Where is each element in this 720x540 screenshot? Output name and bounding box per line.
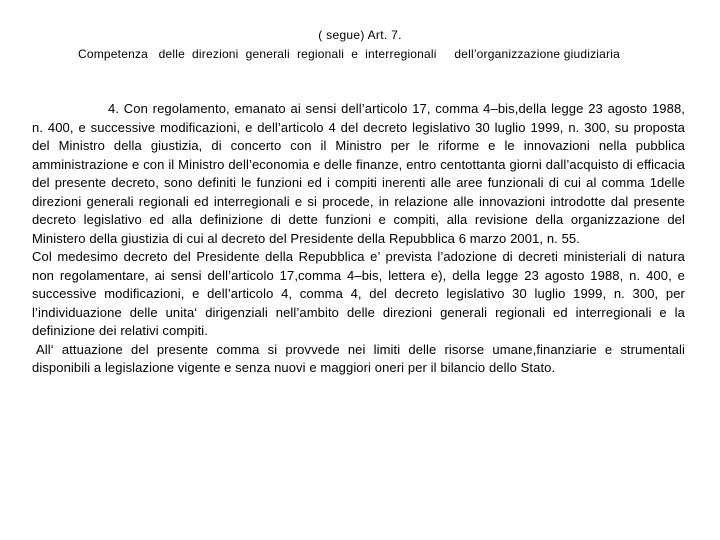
paragraph-3: All‘ attuazione del presente comma si provvede nei limiti delle risorse umane,finanziarie e strumentali disponibili a legislazione vigente e senza nuovi e maggiori oneri per il bilancio dello Stato. (32, 341, 685, 375)
article-heading: ( segue) Art. 7. (318, 28, 402, 42)
article-body (32, 100, 685, 378)
paragraph-2: Col medesimo decreto del Presidente della Repubblica e’ prevista l’adozione di decreti ministeriali di natura non regolamentare, ai sensi dell’articolo 17,comma 4–bis, lettera e), della legge 23 agosto 1988, n. 400, e successive modificazioni, e dell’articolo 4, comma 4, del decreto legislativo 30 luglio 1999, n. 300, per l’individuazione delle unita‘ dirigenziali nell’ambito delle direzioni generali regionali ed interregionali e la definizione dei relativi compiti. (32, 249, 685, 338)
article-subheading: Competenza delle direzioni generali regionali e interregionali dell’organizzazione giudiziaria (78, 47, 620, 61)
paragraph-1: 4. Con regolamento, emanato ai sensi dell’articolo 17, comma 4–bis,della legge 23 agosto 1988, n. 400, e successive modificazioni, e dell’articolo 4 del decreto legislativo 30 luglio 1999, n. 300, su proposta del Ministro della giustizia, di concerto con il Ministro per le riforme e le innovazioni nella pubblica amministrazione e con il Ministro dell’economia e delle finanze, entro centottanta giorni dall’acquisto di efficacia del presente decreto, sono definiti le funzioni ed i compiti inerenti alle aree funzionali di cui al comma 1delle direzioni generali regionali ed interregionali e si procede, in relazione alle innovazioni introdotte dal presente decreto legislativo ed alla definizione di dette funzioni e compiti, alla revisione della organizzazione del Ministero della giustizia di cui al decreto del Presidente della Repubblica 6 marzo 2001, n. 55. (32, 101, 685, 246)
